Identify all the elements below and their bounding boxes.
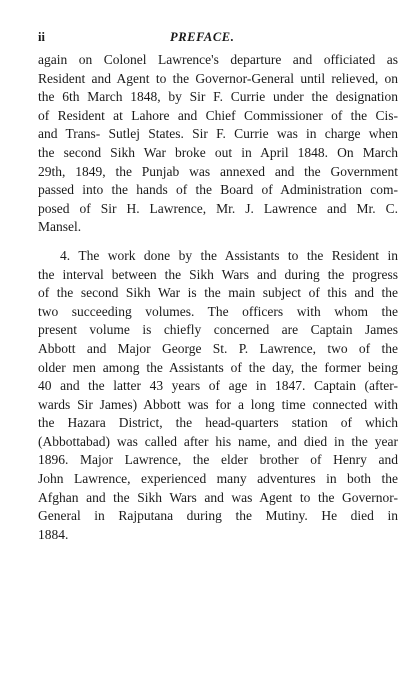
text-line: the 6th March 1848, by Sir F. Currie under the designation bbox=[38, 89, 398, 105]
text-line: 29th, 1849, the Punjab was annexed and the Government bbox=[38, 163, 398, 179]
text-line: General in Rajputana during the Mutiny. He died in bbox=[38, 508, 398, 524]
paragraph-2 bbox=[38, 247, 398, 545]
text-line: the second Sikh War broke out in April 1848. On March bbox=[38, 144, 398, 160]
paragraph-spacer bbox=[38, 237, 398, 247]
text-line: Abbott and Major George St. P. Lawrence, two of the bbox=[38, 340, 398, 356]
text-line: wards Sir James) Abbott was for a long time connected with bbox=[38, 396, 398, 412]
paragraph-1 bbox=[38, 51, 398, 237]
text-line: (Abbottabad) was called after his name, and died in the year bbox=[38, 433, 398, 449]
running-head: PREFACE. bbox=[170, 30, 235, 44]
text-line: of the second Sikh War is the main subject of this and the bbox=[38, 285, 398, 301]
text-line: older men among the Assistants of the day, the former being bbox=[38, 359, 398, 375]
text-line: again on Colonel Lawrence's departure and officiated as bbox=[38, 52, 398, 67]
text-line: the Hazara District, the head-quarters station of which bbox=[38, 415, 398, 431]
text-line: passed into the hands of the Board of Administration com- bbox=[38, 182, 398, 198]
page-number: ii bbox=[38, 30, 45, 44]
text-line: John Lawrence, experienced many adventures in both the bbox=[38, 471, 398, 487]
body-text bbox=[38, 51, 398, 544]
text-line: of Resident at Lahore and Chief Commissioner of the Cis- bbox=[38, 107, 398, 123]
text-line: Resident and Agent to the Governor-General until relieved, on bbox=[38, 70, 398, 86]
text-line: the interval between the Sikh Wars and during the progress bbox=[38, 266, 398, 282]
text-line: present volume is chiefly concerned are Captain James bbox=[38, 322, 398, 338]
text-line: posed of Sir H. Lawrence, Mr. J. Lawrence and Mr. C. bbox=[38, 200, 398, 216]
text-line: 4. The work done by the Assistants to the Resident in bbox=[60, 247, 398, 263]
text-line: Mansel. bbox=[38, 219, 82, 235]
page-header bbox=[0, 30, 416, 46]
text-line: and Trans- Sutlej States. Sir F. Currie was in charge when bbox=[38, 126, 398, 142]
text-line: 1884. bbox=[38, 526, 69, 542]
text-line: 40 and the latter 43 years of age in 1847. Captain (after- bbox=[38, 378, 398, 394]
text-line: Afghan and the Sikh Wars and was Agent to the Governor- bbox=[38, 489, 398, 505]
text-line: 1896. Major Lawrence, the elder brother of Henry and bbox=[38, 452, 398, 468]
text-line: two succeeding volumes. The officers with whom the bbox=[38, 303, 398, 319]
